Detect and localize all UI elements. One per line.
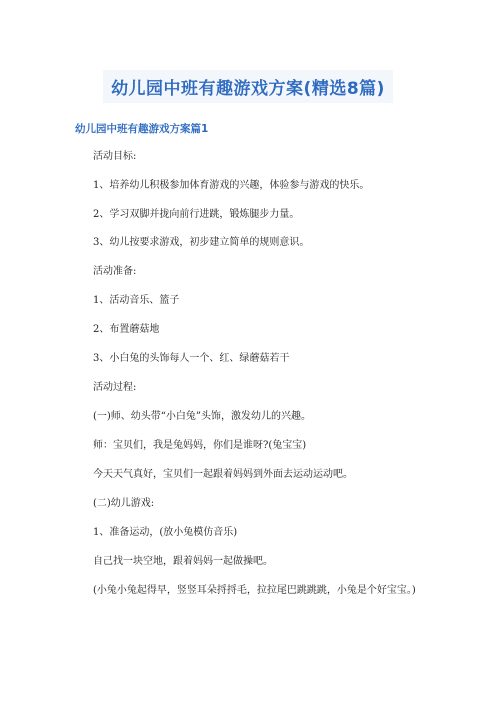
paragraph-preparation-1: 1、活动音乐、篮子 [93, 295, 180, 306]
paragraph-warmup: 1、准备运动，(放小兔模仿音乐) [93, 527, 238, 538]
paragraph-process-heading: 活动过程: [93, 382, 137, 393]
document-title: 幼儿园中班有趣游戏方案(精选8篇) [103, 70, 393, 103]
paragraph-weather-line: 今天天气真好，宝贝们一起跟着妈妈到外面去运动运动吧。 [93, 469, 353, 480]
paragraph-process-step-1: (一)师、幼头带“小白兔”头饰，激发幼儿的兴趣。 [93, 411, 312, 422]
paragraph-rhyme: (小兔小兔起得早，竖竖耳朵捋捋毛，拉拉尾巴跳跳跳，小兔是个好宝宝。) [93, 585, 416, 596]
paragraph-game-heading: (二)幼儿游戏: [93, 498, 155, 509]
paragraph-goal-3: 3、幼儿按要求游戏，初步建立简单的规则意识。 [93, 237, 310, 248]
title-container [0, 70, 496, 103]
paragraph-find-space: 自己找一块空地，跟着妈妈一起做操吧。 [93, 556, 273, 567]
paragraph-preparation-heading: 活动准备: [93, 266, 137, 277]
paragraph-goal-1: 1、培养幼儿积极参加体育游戏的兴趣，体验参与游戏的快乐。 [93, 180, 370, 191]
paragraph-teacher-dialogue: 师：宝贝们，我是兔妈妈，你们是谁呀?(兔宝宝) [93, 440, 307, 451]
paragraph-activity-goals-heading: 活动目标: [93, 151, 137, 162]
paragraph-goal-2: 2、学习双脚并拢向前行进跳，锻炼腿步力量。 [93, 209, 300, 220]
paragraph-preparation-3: 3、小白兔的头饰每人一个、红、绿蘑菇若干 [93, 353, 290, 364]
section-heading: 幼儿园中班有趣游戏方案篇1 [75, 123, 209, 135]
paragraph-preparation-2: 2、布置蘑菇地 [93, 324, 160, 335]
